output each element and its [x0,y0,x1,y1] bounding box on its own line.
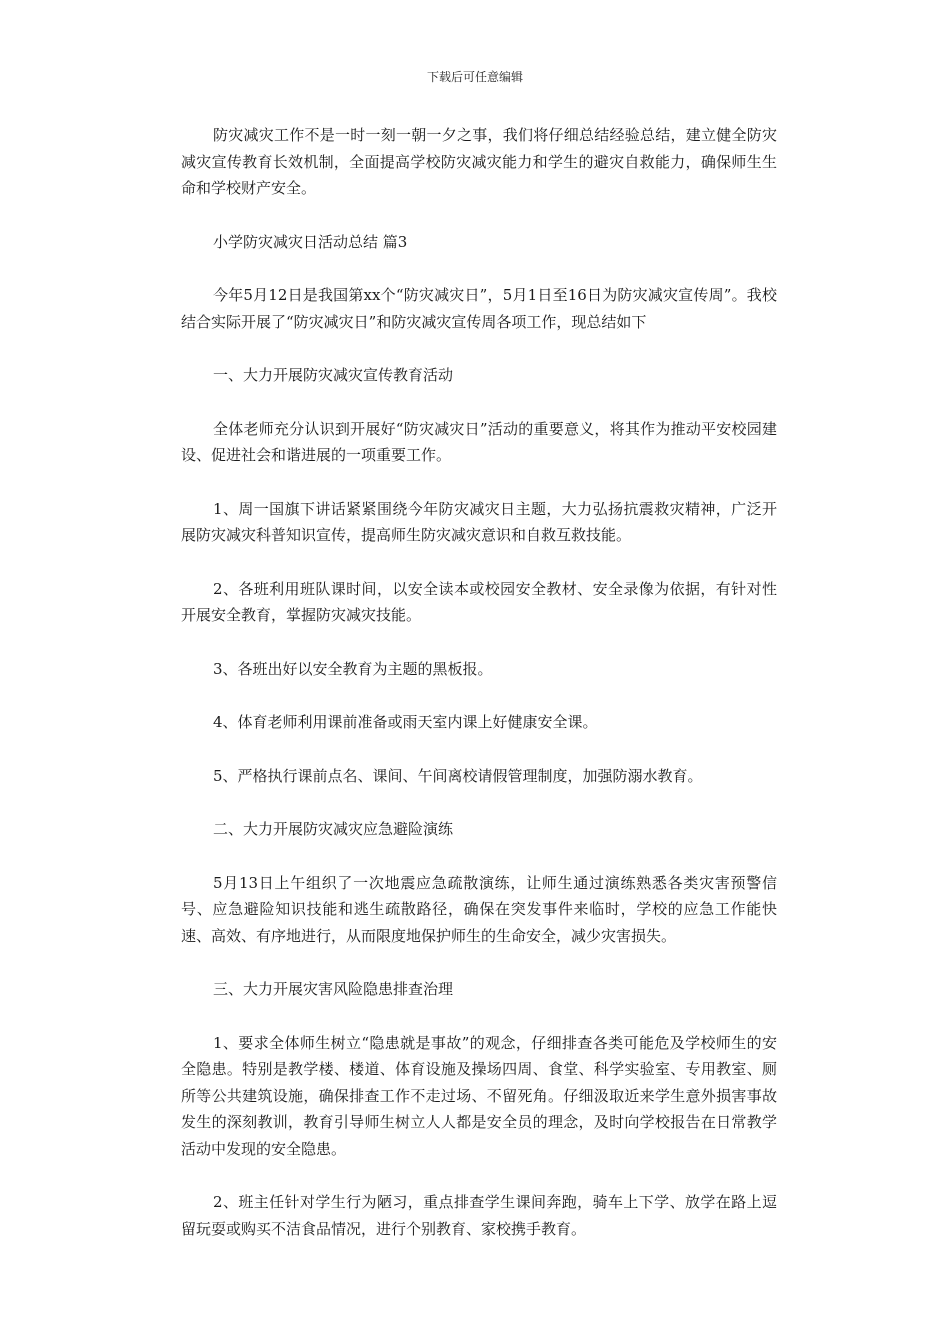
paragraph: 防灾减灾工作不是一时一刻一朝一夕之事，我们将仔细总结经验总结，建立健全防灾减灾宣传教育长效机制，全面提高学校防灾减灾能力和学生的避灾自救能力，确保师生生命和学校财产安全。 [181,126,777,197]
section-title: 小学防灾减灾日活动总结 篇3 [213,232,408,251]
section-heading: 三、大力开展灾害风险隐患排查治理 [213,980,454,998]
list-item: 5、严格执行课前点名、课间、午间离校请假管理制度，加强防溺水教育。 [213,766,703,785]
paragraph: 全体老师充分认识到开展好“防灾减灾日”活动的重要意义，将其作为推动平安校园建设、促进社会和谐进展的一项重要工作。 [181,419,777,464]
list-item: 2、班主任针对学生行为陋习，重点排查学生课间奔跑，骑车上下学、放学在路上逗留玩耍或购买不洁食品情况，进行个别教育、家校携手教育。 [181,1193,777,1238]
paragraph: 今年5月12日是我国第xx个“防灾减灾日”，5月1日至16日为防灾减灾宣传周”。我校结合实际开展了“防灾减灾日”和防灾减灾宣传周各项工作，现总结如下 [181,286,777,331]
document-body [181,122,777,1269]
paragraph: 5月13日上午组织了一次地震应急疏散演练，让师生通过演练熟悉各类灾害预警信号、应急避险知识技能和逃生疏散路径，确保在突发事件来临时，学校的应急工作能快速、高效、有序地进行，从而限度地保护师生的生命安全，减少灾害损失。 [181,873,777,945]
list-item: 2、各班利用班队课时间，以安全读本或校园安全教材、安全录像为依据，有针对性开展安全教育，掌握防灾减灾技能。 [181,579,777,624]
list-item: 1、周一国旗下讲话紧紧围绕今年防灾减灾日主题，大力弘扬抗震救灾精神，广泛开展防灾减灾科普知识宣传，提高师生防灾减灾意识和自救互救技能。 [181,499,777,544]
list-item: 4、体育老师利用课前准备或雨天室内课上好健康安全课。 [213,713,598,731]
list-item: 1、要求全体师生树立“隐患就是事故”的观念，仔细排查各类可能危及学校师生的安全隐患。特别是教学楼、楼道、体育设施及操场四周、食堂、科学实验室、专用教室、厕所等公共建筑设施，确保排查工作不走过场、不留死角。仔细汲取近来学生意外损害事故发生的深刻教训，教育引导师生树立人人都是安全员的理念，及时向学校报告在日常教学活动中发现的安全隐患。 [181,1033,777,1158]
section-heading: 一、大力开展防灾减灾宣传教育活动 [213,366,454,384]
list-item: 3、各班出好以安全教育为主题的黑板报。 [213,659,493,678]
section-heading: 二、大力开展防灾减灾应急避险演练 [213,820,454,838]
page-header: 下载后可任意编辑 [426,70,523,84]
